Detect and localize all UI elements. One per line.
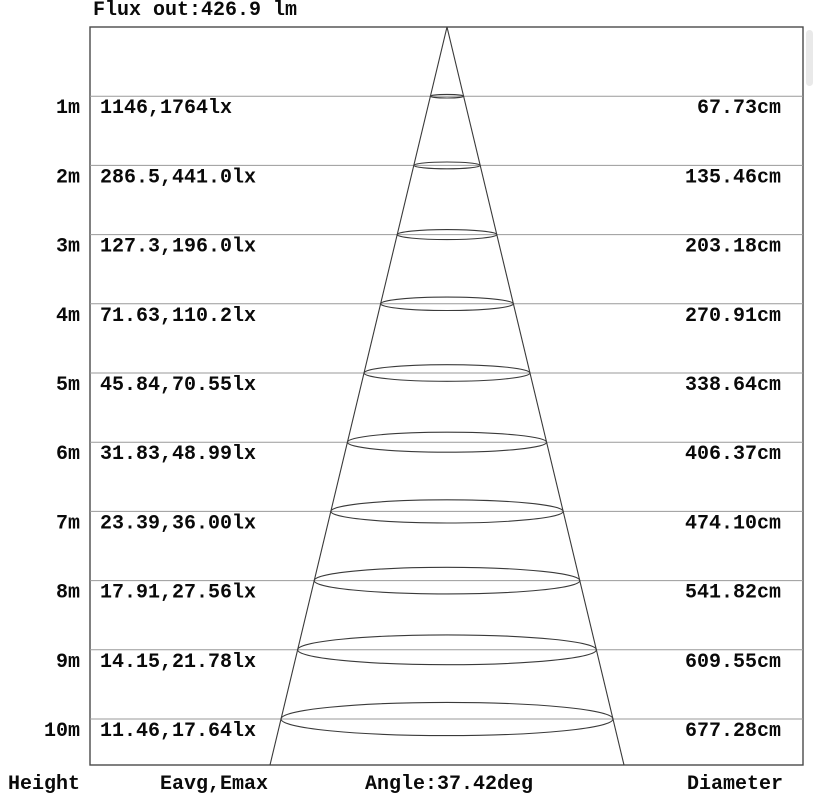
diameter-10m: 677.28cm: [684, 720, 781, 743]
footer-angle-label: Angle:37.42deg: [365, 773, 534, 796]
beam-cone: [270, 27, 624, 765]
eavg-emax-2m: 286.5,441.0lx: [100, 166, 257, 190]
height-label-3m: 3m: [55, 235, 80, 259]
height-label-5m: 5m: [55, 374, 80, 397]
eavg-emax-4m: 71.63,110.2lx: [100, 304, 257, 328]
height-label-7m: 7m: [55, 512, 80, 536]
eavg-emax-7m: 23.39,36.00lx: [100, 512, 257, 536]
height-label-1m: 1m: [55, 97, 80, 121]
eavg-emax-values: [100, 97, 256, 743]
footer-diameter-label: Diameter: [686, 773, 783, 796]
diameter-6m: 406.37cm: [684, 443, 781, 467]
height-labels: [44, 97, 80, 743]
diameter-5m: 338.64cm: [684, 374, 781, 397]
eavg-emax-5m: 45.84,70.55lx: [100, 374, 257, 397]
beam-cone-left-edge: [270, 27, 447, 765]
diameter-2m: 135.46cm: [684, 166, 781, 190]
diameter-8m: 541.82cm: [684, 581, 781, 605]
eavg-emax-10m: 11.46,17.64lx: [100, 720, 257, 743]
diameter-9m: 609.55cm: [684, 650, 781, 674]
diameter-values: [685, 97, 781, 743]
eavg-emax-1m: 1146,1764lx: [100, 97, 233, 121]
footer-eavg-emax-label: Eavg,Emax: [160, 773, 269, 796]
height-label-8m: 8m: [55, 581, 80, 605]
height-label-4m: 4m: [55, 304, 80, 328]
eavg-emax-3m: 127.3,196.0lx: [100, 235, 257, 259]
beam-cone-right-edge: [447, 27, 624, 765]
height-label-2m: 2m: [55, 166, 80, 190]
diameter-4m: 270.91cm: [684, 304, 781, 328]
diameter-3m: 203.18cm: [684, 235, 781, 259]
eavg-emax-6m: 31.83,48.99lx: [100, 443, 257, 467]
height-label-6m: 6m: [55, 443, 80, 467]
eavg-emax-9m: 14.15,21.78lx: [100, 650, 257, 674]
diameter-1m: 67.73cm: [696, 97, 781, 121]
footer-height-label: Height: [8, 773, 81, 796]
diameter-7m: 474.10cm: [684, 512, 781, 536]
eavg-emax-8m: 17.91,27.56lx: [100, 581, 257, 605]
beam-footprint-ellipses: [281, 94, 613, 735]
height-grid-lines: [90, 96, 803, 719]
footer-labels: [8, 773, 783, 796]
height-label-9m: 9m: [55, 650, 80, 674]
height-label-10m: 10m: [43, 720, 80, 743]
flux-title: Flux out:426.9 lm: [93, 0, 298, 22]
vertical-scrollbar-thumb[interactable]: [806, 30, 813, 86]
